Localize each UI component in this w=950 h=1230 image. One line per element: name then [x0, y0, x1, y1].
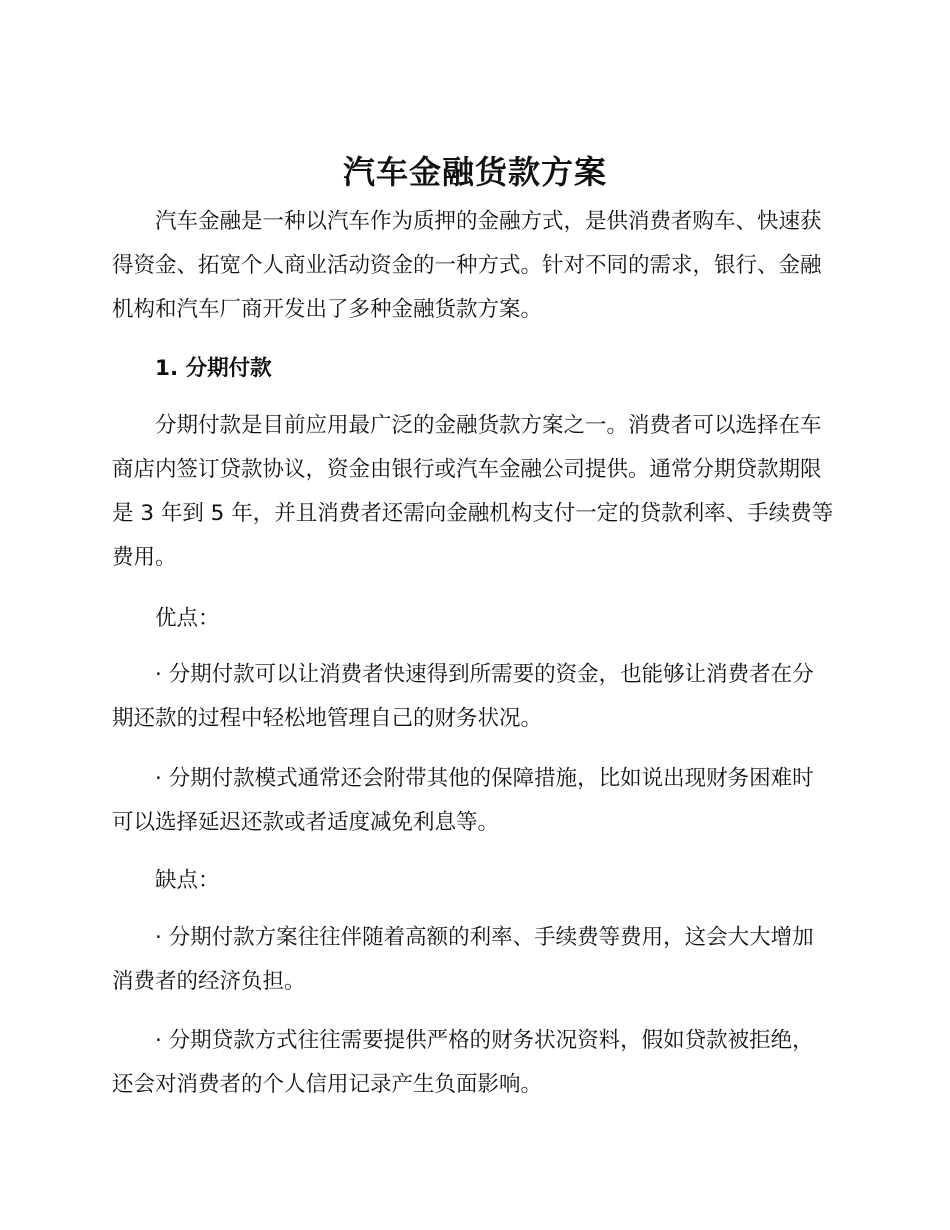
pros-item-line: · 分期付款模式通常还会附带其他的保障措施，比如说出现财务困难时 [155, 766, 814, 791]
pros-item [112, 757, 832, 845]
intro-line: 机构和汽车厂商开发出了多种金融货款方案。 [112, 297, 543, 322]
cons-item [112, 916, 832, 1004]
cons-item-line: · 分期贷款方式往往需要提供严格的财务状况资料，假如贷款被拒绝， [155, 1028, 814, 1053]
cons-label [112, 859, 832, 903]
section-body-line: 费用。 [112, 545, 177, 570]
cons-item-line: 还会对消费者的个人信用记录产生负面影响。 [112, 1072, 543, 1097]
cons-item-line: 消费者的经济负担。 [112, 969, 306, 994]
document-title: 汽车金融货款方案 [342, 153, 607, 191]
intro-line: 汽车金融是一种以汽车作为质押的金融方式，是供消费者购车、快速获 [155, 209, 822, 234]
intro-paragraph [112, 200, 832, 332]
pros-item-line: · 分期付款可以让消费者快速得到所需要的资金，也能够让消费者在分 [155, 662, 814, 687]
section-body-paragraph [112, 404, 832, 580]
pros-item-line: 可以选择延迟还款或者适度减免利息等。 [112, 810, 500, 835]
pros-label-text: 优点： [155, 606, 220, 631]
cons-item-line: · 分期付款方案往往伴随着高额的利率、手续费等费用，这会大大增加 [155, 925, 814, 950]
pros-item-line: 期还款的过程中轻松地管理自己的财务状况。 [112, 706, 543, 731]
cons-label-text: 缺点： [155, 868, 220, 893]
section-body-line: 是 3 年到 5 年，并且消费者还需向金融机构支付一定的贷款利率、手续费等 [112, 501, 834, 526]
section-body-line: 分期付款是目前应用最广泛的金融货款方案之一。消费者可以选择在车 [155, 413, 822, 438]
section-heading [112, 347, 832, 391]
section-heading-text: 1. 分期付款 [155, 356, 272, 381]
pros-label [112, 597, 832, 641]
section-body-line: 商店内签订贷款协议，资金由银行或汽车金融公司提供。通常分期贷款期限 [112, 457, 822, 482]
pros-item [112, 653, 832, 741]
cons-item [112, 1019, 832, 1107]
intro-line: 得资金、拓宽个人商业活动资金的一种方式。针对不同的需求，银行、金融 [112, 253, 822, 278]
